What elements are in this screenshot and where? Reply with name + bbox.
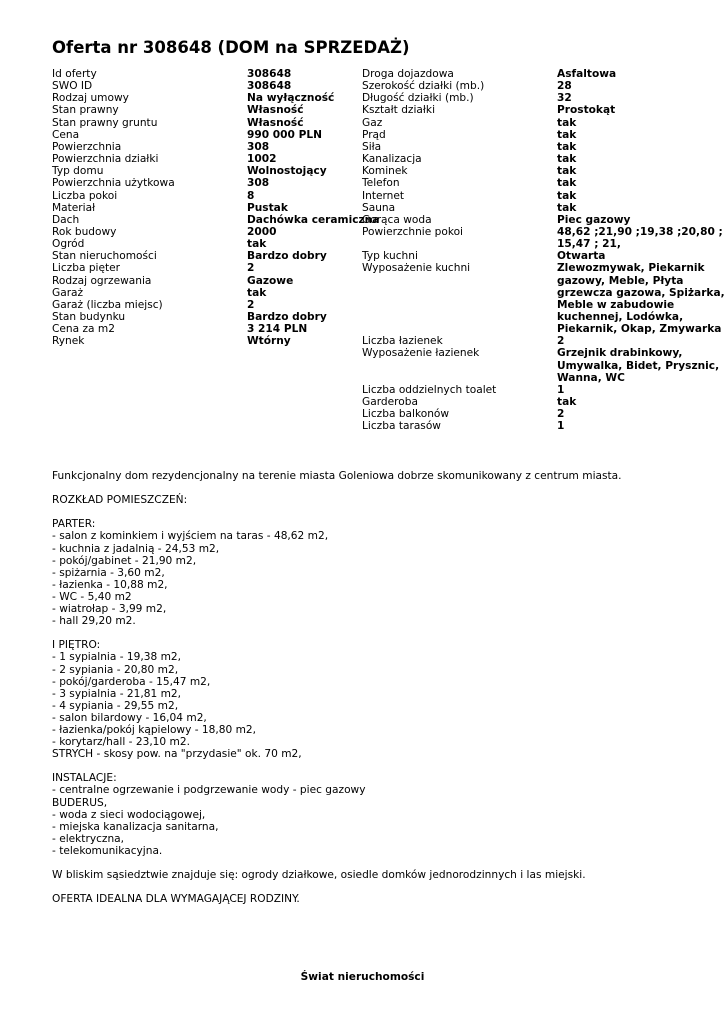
detail-label: Droga dojazdowa xyxy=(362,68,454,80)
detail-value-line: Umywalka, Bidet, Prysznic, xyxy=(557,359,720,372)
detail-label: Kanalizacja xyxy=(362,153,422,166)
description-paragraph xyxy=(52,518,692,627)
description-line: - pokój/garderoba - 15,47 m2, xyxy=(52,675,211,688)
detail-value-line: Meble w zabudowie xyxy=(557,299,675,311)
detail-label: Rynek xyxy=(52,335,85,348)
detail-label: Typ domu xyxy=(52,165,104,178)
detail-value: 1002 xyxy=(247,153,277,166)
detail-value xyxy=(557,80,572,92)
detail-value xyxy=(557,262,725,335)
detail-value-line: tak xyxy=(557,177,577,190)
detail-value-line: tak xyxy=(557,116,577,129)
detail-label: Gaz xyxy=(362,116,383,129)
detail-label: Powierzchnie pokoi xyxy=(362,225,464,238)
detail-value: 308 xyxy=(247,140,270,153)
detail-value xyxy=(557,347,719,384)
detail-value-line: 1 xyxy=(557,383,565,396)
description-line: - korytarz/hall - 23,10 m2. xyxy=(52,736,190,749)
detail-value xyxy=(557,214,630,226)
description-line: - 1 sypialnia - 19,38 m2, xyxy=(52,651,182,664)
detail-value xyxy=(557,250,605,262)
description-line: PARTER: xyxy=(52,518,96,531)
detail-label: Gorąca woda xyxy=(362,213,432,226)
detail-value-line: Otwarta xyxy=(557,250,606,263)
detail-label: Liczba balkonów xyxy=(362,408,450,421)
detail-label: Liczba oddzielnych toalet xyxy=(362,383,497,396)
detail-label: Liczba pięter xyxy=(52,262,121,275)
detail-value xyxy=(557,226,723,250)
description-paragraph xyxy=(52,470,692,482)
detail-value-line: tak xyxy=(557,189,577,202)
detail-value: Bardzo dobry xyxy=(247,311,327,323)
detail-value-line: Piekarnik, Okap, Zmywarka xyxy=(557,323,722,336)
detail-label: Wyposażenie kuchni xyxy=(362,262,471,275)
detail-value: Gazowe xyxy=(247,274,294,287)
detail-value-line: 2 xyxy=(557,408,565,421)
detail-value-line: tak xyxy=(557,140,577,153)
detail-label: Internet xyxy=(362,189,405,202)
description-line: - pokój/gabinet - 21,90 m2, xyxy=(52,554,197,567)
detail-label: Telefon xyxy=(362,177,400,190)
detail-label: Liczba łazienek xyxy=(362,335,443,348)
detail-value-line: 2 xyxy=(557,335,565,348)
description-paragraph xyxy=(52,772,692,857)
detail-label: Stan nieruchomości xyxy=(52,250,157,263)
detail-value-line: tak xyxy=(557,153,577,166)
description-line: - łazienka/pokój kąpielowy - 18,80 m2, xyxy=(52,723,257,736)
detail-label: Id oferty xyxy=(52,68,97,80)
detail-value: 2 xyxy=(247,298,255,311)
description-paragraph xyxy=(52,639,692,760)
detail-value-line: Wanna, WC xyxy=(557,371,625,384)
description-line: - hall 29,20 m2. xyxy=(52,615,136,628)
detail-value-line: 1 xyxy=(557,420,565,433)
detail-value xyxy=(557,68,616,80)
footer-agency-name: Świat nieruchomości xyxy=(300,971,425,983)
detail-label: Garaż xyxy=(52,286,84,299)
detail-value: tak xyxy=(247,238,267,251)
detail-value: Pustak xyxy=(247,201,288,214)
description-line: BUDERUS, xyxy=(52,796,108,809)
detail-label: Prąd xyxy=(362,128,386,141)
detail-label: Kominek xyxy=(362,165,408,178)
detail-value: 308 xyxy=(247,177,270,190)
description-line: - centralne ogrzewanie i podgrzewanie wody - piec gazowy xyxy=(52,784,366,797)
detail-value-line: Prostokąt xyxy=(557,104,616,117)
detail-value xyxy=(557,420,564,432)
description-line: - kuchnia z jadalnią - 24,53 m2, xyxy=(52,542,220,555)
detail-label: Kształt działki xyxy=(362,104,436,117)
description-line: - salon bilardowy - 16,04 m2, xyxy=(52,711,207,724)
detail-value: Dachówka ceramiczna xyxy=(247,213,380,226)
detail-value: Na wyłączność xyxy=(247,92,335,105)
detail-value-line: tak xyxy=(557,128,577,141)
detail-value-line: kuchennej, Lodówka, xyxy=(557,311,684,324)
detail-value xyxy=(557,396,576,408)
description-line: I PIĘTRO: xyxy=(52,639,101,652)
detail-label: SWO ID xyxy=(52,80,93,93)
description-line: - miejska kanalizacja sanitarna, xyxy=(52,820,219,833)
description-paragraph xyxy=(52,869,692,881)
detail-value: 308648 xyxy=(247,68,292,80)
detail-value xyxy=(557,177,576,189)
detail-label: Wyposażenie łazienek xyxy=(362,347,480,360)
description-paragraph xyxy=(52,494,692,506)
description-line: STRYCH - skosy pow. na "przydasie" ok. 70 m2, xyxy=(52,748,302,761)
detail-label: Siła xyxy=(362,140,382,153)
detail-value xyxy=(557,165,576,177)
detail-label: Cena za m2 xyxy=(52,323,115,336)
detail-label: Dach xyxy=(52,213,80,226)
detail-label: Stan budynku xyxy=(52,311,126,323)
detail-value: tak xyxy=(247,286,267,299)
detail-value-line: Zlewozmywak, Piekarnik xyxy=(557,262,705,275)
detail-label: Garderoba xyxy=(362,396,418,409)
detail-value-line: Piec gazowy xyxy=(557,213,631,226)
detail-value-line: Asfaltowa xyxy=(557,68,617,80)
offer-description xyxy=(52,470,692,917)
description-line: Funkcjonalny dom rezydencjonalny na terenie miasta Goleniowa dobrze skomunikowany z centrum miasta. xyxy=(52,470,622,482)
detail-value-line: grzewcza gazowa, Spiżarka, xyxy=(557,286,725,299)
detail-value: 2 xyxy=(247,262,255,275)
detail-label: Liczba pokoi xyxy=(52,189,118,202)
page-title: Oferta nr 308648 (DOM na SPRZEDAŻ) xyxy=(52,38,410,57)
description-line: - telekomunikacyjna. xyxy=(52,844,163,857)
detail-label: Stan prawny xyxy=(52,104,119,117)
detail-value: 3 214 PLN xyxy=(247,323,308,336)
detail-label: Szerokość działki (mb.) xyxy=(362,80,485,93)
detail-label: Garaż (liczba miejsc) xyxy=(52,298,163,311)
detail-value xyxy=(557,104,615,116)
detail-value-line: 32 xyxy=(557,92,572,105)
description-line: - 4 sypiania - 29,55 m2, xyxy=(52,699,179,712)
detail-value-line: tak xyxy=(557,201,577,214)
description-paragraph xyxy=(52,893,692,905)
description-line: W bliskim sąsiedztwie znajduje się: ogrody działkowe, osiedle domków jednorodzinnych i las miejski. xyxy=(52,869,586,882)
detail-value: Wolnostojący xyxy=(247,165,327,178)
detail-value-line: 48,62 ;21,90 ;19,38 ;20,80 ; xyxy=(557,225,723,238)
detail-value xyxy=(557,384,564,396)
detail-value: Wtórny xyxy=(247,335,291,348)
description-line: INSTALACJE: xyxy=(52,772,117,785)
detail-label: Cena xyxy=(52,128,80,141)
detail-label: Rok budowy xyxy=(52,225,117,238)
detail-value xyxy=(557,141,576,153)
detail-label: Ogród xyxy=(52,238,85,251)
description-line: ROZKŁAD POMIESZCZEŃ: xyxy=(52,494,188,507)
description-line: - salon z kominkiem i wyjściem na taras - 48,62 m2, xyxy=(52,530,329,543)
detail-label: Liczba tarasów xyxy=(362,420,441,433)
detail-value-line: tak xyxy=(557,165,577,178)
detail-value xyxy=(557,190,576,202)
detail-value-line: tak xyxy=(557,396,577,409)
description-line: OFERTA IDEALNA DLA WYMAGAJĄCEJ RODZINY. xyxy=(52,893,300,906)
detail-label: Długość działki (mb.) xyxy=(362,92,474,105)
detail-label: Rodzaj ogrzewania xyxy=(52,274,152,287)
description-line: - wiatrołap - 3,99 m2, xyxy=(52,603,167,616)
detail-value: Własność xyxy=(247,104,304,117)
detail-label: Sauna xyxy=(362,201,396,214)
detail-value: 2000 xyxy=(247,225,277,238)
detail-value-line: gazowy, Meble, Płyta xyxy=(557,274,684,287)
detail-value-line: 28 xyxy=(557,80,572,93)
detail-value xyxy=(557,408,564,420)
description-line: - elektryczna, xyxy=(52,832,125,845)
detail-label: Stan prawny gruntu xyxy=(52,116,158,129)
description-line: - WC - 5,40 m2 xyxy=(52,590,132,603)
detail-value xyxy=(557,117,576,129)
detail-label: Powierzchnia użytkowa xyxy=(52,177,175,190)
detail-value: Własność xyxy=(247,116,304,129)
description-line: - łazienka - 10,88 m2, xyxy=(52,578,168,591)
detail-value xyxy=(557,335,564,347)
detail-value xyxy=(557,202,576,214)
detail-label: Powierzchnia działki xyxy=(52,153,159,166)
detail-value: 308648 xyxy=(247,80,292,93)
detail-label: Typ kuchni xyxy=(362,250,418,263)
description-line: - 3 sypialnia - 21,81 m2, xyxy=(52,687,182,700)
description-line: - spiżarnia - 3,60 m2, xyxy=(52,566,165,579)
description-line: - woda z sieci wodociągowej, xyxy=(52,808,206,821)
detail-label: Materiał xyxy=(52,201,96,214)
detail-value xyxy=(557,153,576,165)
detail-value-line: Grzejnik drabinkowy, xyxy=(557,347,683,360)
detail-value: Bardzo dobry xyxy=(247,250,327,263)
detail-value: 990 000 PLN xyxy=(247,128,322,141)
detail-value: 8 xyxy=(247,189,255,202)
detail-value-line: 15,47 ; 21, xyxy=(557,238,621,251)
detail-value xyxy=(557,129,576,141)
detail-label: Powierzchnia xyxy=(52,140,122,153)
description-line: - 2 sypiania - 20,80 m2, xyxy=(52,663,179,676)
detail-value xyxy=(557,92,572,104)
detail-label: Rodzaj umowy xyxy=(52,92,129,105)
